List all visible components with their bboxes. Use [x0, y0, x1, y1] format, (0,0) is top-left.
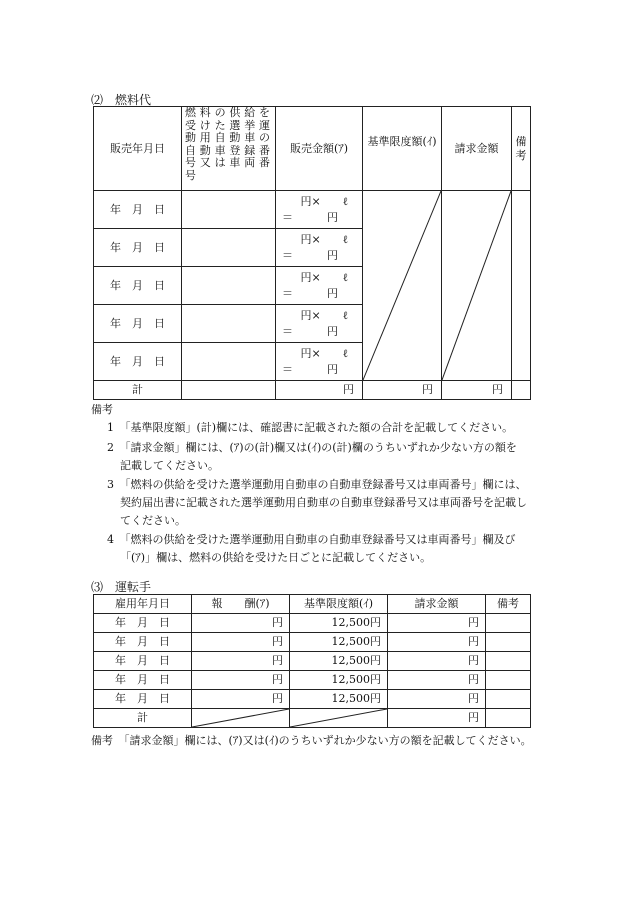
- fuel-header-limit: 基準限度額(ｲ): [363, 107, 442, 191]
- driver-row-pay: 円: [192, 671, 290, 690]
- fuel-notes-heading: 備考: [91, 403, 113, 416]
- driver-row-claim: 円: [388, 652, 486, 671]
- driver-row-remarks: [486, 633, 531, 652]
- driver-row-claim: 円: [388, 671, 486, 690]
- driver-section-title: ⑶ 運転手: [91, 580, 152, 594]
- driver-row-claim: 円: [388, 633, 486, 652]
- fuel-row-amount: 円× ℓ ＝ 円: [276, 191, 363, 229]
- driver-row-pay: 円: [192, 652, 290, 671]
- fuel-note-3-cont2: てください。: [120, 514, 186, 527]
- driver-row-remarks: [486, 614, 531, 633]
- fuel-note-2-cont: 記載してください。: [120, 459, 219, 472]
- driver-row-remarks: [486, 652, 531, 671]
- fuel-total-label: 計: [94, 381, 182, 400]
- fuel-row-vehicle: [182, 305, 276, 343]
- fuel-note-1: 1 「基準限度額」(計)欄には、確認書に記載された額の合計を記載してください。: [107, 421, 514, 434]
- driver-total-claim: 円: [388, 709, 486, 728]
- fuel-total-vehicle: [182, 381, 276, 400]
- driver-row-date: 年 月 日: [94, 614, 192, 633]
- driver-row-limit: 12,500円: [290, 614, 388, 633]
- driver-table: [93, 594, 531, 728]
- driver-row-limit: 12,500円: [290, 633, 388, 652]
- fuel-total-limit: 円: [363, 381, 442, 400]
- diagonal-line: [442, 191, 511, 380]
- fuel-header-vehicle: 燃料の供給を受けた選挙運動用自動車の自動車登録番号又は車両番号: [182, 107, 276, 191]
- fuel-row-amount: 円× ℓ ＝ 円: [276, 343, 363, 381]
- driver-total-pay-diagonal: [192, 709, 290, 728]
- driver-row-pay: 円: [192, 614, 290, 633]
- fuel-row-vehicle: [182, 343, 276, 381]
- fuel-table: [93, 106, 531, 400]
- fuel-row-date: 年 月 日: [94, 305, 182, 343]
- fuel-claim-diagonal-cell: [442, 191, 512, 381]
- diagonal-line: [290, 709, 387, 727]
- fuel-row-date: 年 月 日: [94, 267, 182, 305]
- driver-row-limit: 12,500円: [290, 652, 388, 671]
- fuel-row-date: 年 月 日: [94, 229, 182, 267]
- driver-row-date: 年 月 日: [94, 652, 192, 671]
- fuel-remarks-cell: [512, 191, 531, 381]
- driver-total-limit-diagonal: [290, 709, 388, 728]
- fuel-row-date: 年 月 日: [94, 343, 182, 381]
- fuel-total-remarks: [512, 381, 531, 400]
- fuel-row-amount: 円× ℓ ＝ 円: [276, 229, 363, 267]
- fuel-total-claim: 円: [442, 381, 512, 400]
- fuel-header-claim: 請求金額: [442, 107, 512, 191]
- fuel-note-4: 4 「燃料の供給を受けた選挙運動用自動車の自動車登録番号又は車両番号」欄及び: [107, 533, 516, 546]
- fuel-limit-diagonal-cell: [363, 191, 442, 381]
- diagonal-line: [192, 709, 289, 727]
- fuel-note-3-cont: 契約届出書に記載された選挙運動用自動車の自動車登録番号又は車両番号を記載し: [120, 496, 527, 509]
- fuel-row-date: 年 月 日: [94, 191, 182, 229]
- driver-header-remarks: 備考: [486, 595, 531, 614]
- driver-row-pay: 円: [192, 633, 290, 652]
- driver-total-remarks: [486, 709, 531, 728]
- diagonal-line: [363, 191, 441, 380]
- fuel-row-vehicle: [182, 229, 276, 267]
- fuel-row-amount: 円× ℓ ＝ 円: [276, 267, 363, 305]
- fuel-row-vehicle: [182, 191, 276, 229]
- driver-row-date: 年 月 日: [94, 690, 192, 709]
- driver-row-date: 年 月 日: [94, 633, 192, 652]
- fuel-header-remarks: 備考: [512, 107, 531, 191]
- driver-total-label: 計: [94, 709, 192, 728]
- fuel-header-date: 販売年月日: [94, 107, 182, 191]
- fuel-section-title: ⑵ 燃料代: [91, 93, 152, 107]
- driver-row-claim: 円: [388, 690, 486, 709]
- fuel-total-amount: 円: [276, 381, 363, 400]
- fuel-row-vehicle: [182, 267, 276, 305]
- fuel-header-amount: 販売金額(ｱ): [276, 107, 363, 191]
- driver-row-limit: 12,500円: [290, 671, 388, 690]
- driver-header-limit: 基準限度額(ｲ): [290, 595, 388, 614]
- driver-row-limit: 12,500円: [290, 690, 388, 709]
- driver-header-pay: 報 酬(ｱ): [192, 595, 290, 614]
- driver-header-date: 雇用年月日: [94, 595, 192, 614]
- driver-row-remarks: [486, 690, 531, 709]
- driver-header-claim: 請求金額: [388, 595, 486, 614]
- driver-note: 備考 「請求金額」欄には、(ｱ)又は(ｲ)のうちいずれか少ない方の額を記載してください。: [91, 734, 532, 747]
- fuel-note-4-cont: 「(ｱ)」欄は、燃料の供給を受けた日ごとに記載してください。: [120, 551, 432, 564]
- driver-row-pay: 円: [192, 690, 290, 709]
- fuel-note-3: 3 「燃料の供給を受けた選挙運動用自動車の自動車登録番号又は車両番号」欄には、: [107, 478, 527, 491]
- fuel-row-amount: 円× ℓ ＝ 円: [276, 305, 363, 343]
- fuel-note-2: 2 「請求金額」欄には、(ｱ)の(計)欄又は(ｲ)の(計)欄のうちいずれか少ない方の額を: [107, 441, 517, 454]
- driver-row-remarks: [486, 671, 531, 690]
- driver-row-claim: 円: [388, 614, 486, 633]
- driver-row-date: 年 月 日: [94, 671, 192, 690]
